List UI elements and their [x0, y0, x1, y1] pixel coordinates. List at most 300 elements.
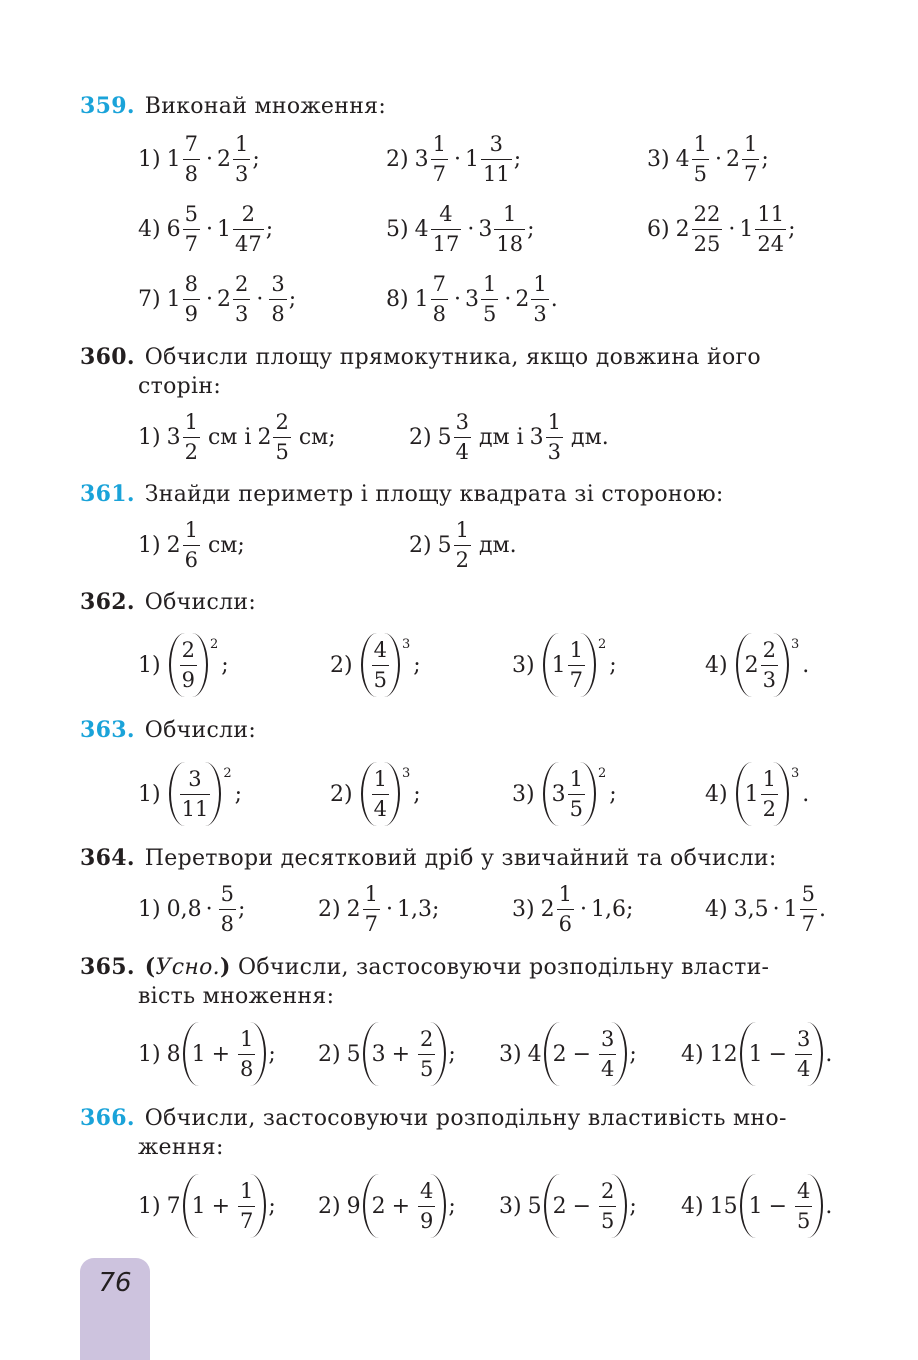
item-label: 8): [386, 286, 409, 312]
exercise-title: Обчисли:: [144, 718, 257, 743]
exercise-359-heading: [80, 91, 850, 122]
multiplier: 15: [709, 1193, 738, 1219]
whole: 1: [464, 146, 479, 172]
exercise-text-line-1: Обчисли площу прямокутника, якщо довжина його: [144, 345, 761, 370]
item-label: 3): [499, 1193, 522, 1219]
denominator: 7: [238, 1206, 255, 1232]
numerator: 1: [569, 766, 583, 791]
item-tail: .: [550, 286, 558, 312]
denominator: 25: [692, 229, 723, 255]
whole: 2: [725, 146, 740, 172]
dot-operator: ·: [205, 286, 213, 312]
item-tail: ;: [448, 1193, 456, 1219]
fraction: [363, 881, 380, 936]
operator: −: [768, 1041, 788, 1067]
exponent: 3: [790, 766, 800, 781]
exercise-title: Знайди периметр і площу квадрата зі стороною:: [144, 482, 724, 507]
numerator: 4: [420, 1178, 434, 1203]
whole: 1: [739, 216, 754, 242]
exercise-365-heading: [80, 952, 850, 983]
denominator: 6: [557, 909, 574, 935]
ex360-item-1: [138, 405, 336, 469]
dot-operator: ·: [205, 146, 213, 172]
fraction: [273, 409, 290, 464]
exponent: 2: [597, 637, 607, 652]
numerator: 1: [373, 766, 387, 791]
denominator: 24: [755, 229, 786, 255]
denominator: 7: [742, 159, 759, 185]
fraction: [180, 637, 197, 692]
numerator: 2: [234, 271, 249, 296]
denominator: 5: [599, 1206, 616, 1232]
item-tail: ;: [252, 146, 260, 172]
ex361-item-1: [138, 513, 245, 577]
dot-operator: ·: [453, 146, 461, 172]
fraction: [599, 1178, 616, 1233]
ex366-item-1: [138, 1174, 276, 1238]
unit: дм.: [571, 424, 609, 450]
parenthesized-expression: [740, 1174, 824, 1238]
numerator: 1: [432, 131, 446, 156]
oral-marker: Усно.: [155, 955, 220, 980]
exercise-number: 361.: [80, 481, 135, 507]
numerator: 1: [693, 131, 707, 156]
item-label: 1): [138, 146, 161, 172]
multiplier: 9: [346, 1193, 361, 1219]
numerator: 1: [240, 1178, 254, 1203]
denominator: 8: [219, 909, 236, 935]
numerator: 1: [184, 517, 198, 542]
ex365-item-3: [499, 1022, 637, 1086]
denominator: 11: [481, 159, 512, 185]
numerator: 3: [188, 766, 202, 791]
unit: см;: [207, 532, 245, 558]
fraction: [418, 1026, 435, 1081]
fraction: [800, 881, 817, 936]
numerator: 1: [503, 201, 517, 226]
denominator: 47: [233, 229, 264, 255]
fraction: [372, 766, 389, 821]
item-label: 1): [138, 532, 161, 558]
unit: см;: [298, 424, 336, 450]
ex359-item-6: [647, 197, 795, 261]
whole: 2: [216, 146, 231, 172]
item-tail: ;: [629, 1041, 637, 1067]
whole: 2: [257, 424, 272, 450]
ex361-item-2: [409, 513, 517, 577]
exercise-363-heading: [80, 715, 850, 746]
whole: 1: [216, 216, 231, 242]
addend: 1: [748, 1193, 763, 1219]
denominator: 8: [238, 1054, 255, 1080]
exponent: 3: [790, 637, 800, 652]
fraction: [481, 131, 512, 186]
numerator: 4: [373, 637, 387, 662]
item-tail: ;: [431, 896, 440, 922]
denominator: 6: [183, 545, 200, 571]
fraction: [418, 1178, 435, 1233]
item-tail: ;: [268, 1041, 276, 1067]
fraction: [599, 1026, 616, 1081]
denominator: 11: [180, 794, 211, 820]
parenthesized-expression: [544, 1022, 628, 1086]
exercise-362-heading: [80, 587, 850, 618]
item-tail: ;: [761, 146, 769, 172]
operator: −: [572, 1193, 592, 1219]
item-tail: ;: [527, 216, 535, 242]
ex364-item-1: [138, 877, 245, 941]
dot-operator: ·: [256, 286, 264, 312]
exercise-366-continuation: ження:: [138, 1135, 224, 1160]
whole: 3: [551, 781, 566, 807]
parenthesized-expression: [740, 1022, 824, 1086]
item-label: 1): [138, 1193, 161, 1219]
dot-operator: ·: [504, 286, 512, 312]
numerator: 1: [184, 409, 198, 434]
ex359-item-1: [138, 127, 260, 191]
whole: 1: [744, 781, 759, 807]
dot-operator: ·: [467, 216, 475, 242]
denominator: 18: [494, 229, 525, 255]
item-tail: .: [802, 781, 810, 807]
numerator: 3: [271, 271, 285, 296]
whole: 2: [166, 532, 181, 558]
unit: дм і: [478, 424, 524, 450]
addend: 1: [191, 1041, 206, 1067]
numerator: 5: [801, 881, 815, 906]
denominator: 4: [795, 1054, 812, 1080]
whole: 6: [166, 216, 181, 242]
parenthesized-expression: [183, 1022, 267, 1086]
item-label: 3): [512, 781, 535, 807]
multiplier: 12: [709, 1041, 738, 1067]
exercise-number: 366.: [80, 1105, 135, 1131]
denominator: 4: [372, 794, 389, 820]
item-label: 2): [318, 1041, 341, 1067]
fraction: [692, 201, 723, 256]
item-label: 2): [409, 424, 432, 450]
exercise-title: Перетвори десятковий дріб у звичайний та обчисли:: [144, 846, 777, 871]
parenthesized-expression: [363, 1022, 447, 1086]
exercise-360-heading: [80, 342, 850, 373]
fraction: [568, 637, 585, 692]
item-label: 1): [138, 896, 161, 922]
exponent: 2: [597, 766, 607, 781]
exercise-number: 360.: [80, 344, 135, 370]
whole: 5: [437, 532, 452, 558]
whole: 3: [478, 216, 493, 242]
fraction: [233, 131, 250, 186]
item-label: 3): [512, 896, 535, 922]
fraction: [183, 201, 200, 256]
exponent: 3: [401, 766, 411, 781]
numerator: 7: [184, 131, 198, 156]
whole: 3: [464, 286, 479, 312]
whole: 1: [551, 652, 566, 678]
numerator: 1: [743, 131, 758, 156]
parenthesized-expression: [363, 1174, 447, 1238]
denominator: 3: [546, 437, 563, 463]
ex359-item-8: [386, 267, 558, 331]
item-label: 4): [681, 1193, 704, 1219]
denominator: 7: [568, 665, 585, 691]
ex364-item-4: [705, 877, 826, 941]
denominator: 9: [418, 1206, 435, 1232]
ex359-item-2: [386, 127, 521, 191]
exercise-number: 363.: [80, 717, 135, 743]
fraction: [795, 1026, 812, 1081]
item-tail: ;: [513, 146, 522, 172]
fraction: [180, 766, 211, 821]
exercise-title: Виконай множення:: [144, 94, 387, 119]
ex363-item-1: [138, 762, 242, 826]
ex363-item-3: [512, 762, 617, 826]
ex359-item-3: [647, 127, 769, 191]
whole: 4: [414, 216, 429, 242]
whole: 1: [166, 146, 181, 172]
exercise-366-heading: [80, 1103, 850, 1134]
multiplier: 8: [166, 1041, 181, 1067]
denominator: 3: [761, 665, 778, 691]
oral-marker-close: ): [219, 954, 231, 980]
item-label: 6): [647, 216, 670, 242]
exponent: 3: [401, 637, 411, 652]
parenthesized-expression: [169, 762, 222, 826]
fraction: [454, 517, 471, 572]
ex363-item-4: [705, 762, 809, 826]
item-tail: ;: [268, 1193, 276, 1219]
numerator: 7: [432, 271, 446, 296]
addend: 1: [748, 1041, 763, 1067]
numerator: 5: [184, 201, 198, 226]
item-label: 2): [318, 1193, 341, 1219]
exercise-number: 362.: [80, 589, 135, 615]
fraction: [183, 409, 200, 464]
parenthesized-expression: [736, 633, 789, 697]
exercise-number: 364.: [80, 845, 135, 871]
decimal-value: 3,5: [733, 896, 769, 922]
numerator: 2: [762, 637, 776, 662]
addend: 1: [191, 1193, 206, 1219]
numerator: 2: [241, 201, 256, 226]
denominator: 7: [431, 159, 448, 185]
item-tail: .: [802, 652, 810, 678]
fraction: [692, 131, 709, 186]
dot-operator: ·: [728, 216, 736, 242]
operator: +: [211, 1193, 231, 1219]
denominator: 3: [531, 299, 548, 325]
denominator: 5: [273, 437, 290, 463]
fraction: [761, 766, 778, 821]
item-label: 4): [681, 1041, 704, 1067]
fraction: [557, 881, 574, 936]
denominator: 17: [431, 229, 462, 255]
parenthesized-expression: [543, 633, 596, 697]
ex364-item-2: [318, 877, 439, 941]
item-label: 3): [512, 652, 535, 678]
exercise-364-heading: [80, 843, 850, 874]
ex360-item-2: [409, 405, 609, 469]
ex362-item-3: [512, 633, 617, 697]
fraction: [183, 517, 200, 572]
ex366-item-2: [318, 1174, 456, 1238]
denominator: 8: [183, 159, 200, 185]
fraction: [481, 271, 498, 326]
item-label: 7): [138, 286, 161, 312]
numerator: 1: [234, 131, 249, 156]
whole: 2: [540, 896, 555, 922]
fraction: [372, 637, 389, 692]
numerator: 1: [455, 517, 469, 542]
fraction: [233, 271, 250, 326]
numerator: 3: [601, 1026, 615, 1051]
ex366-item-4: [681, 1174, 832, 1238]
ex363-item-2: [330, 762, 421, 826]
whole: 5: [437, 424, 452, 450]
item-label: 4): [705, 652, 728, 678]
item-label: 2): [409, 532, 432, 558]
ex362-item-1: [138, 633, 229, 697]
whole: 4: [675, 146, 690, 172]
whole: 2: [346, 896, 361, 922]
parenthesized-expression: [169, 633, 208, 697]
fraction: [531, 271, 548, 326]
fraction: [431, 201, 462, 256]
item-tail: ;: [788, 216, 796, 242]
item-tail: .: [818, 896, 826, 922]
exercise-text-line-1: Обчисли, застосовуючи розподільну власти-: [237, 955, 770, 980]
denominator: 2: [761, 794, 778, 820]
numerator: 1: [364, 881, 378, 906]
dot-operator: ·: [579, 896, 587, 922]
page-number: 76: [98, 1268, 132, 1298]
fraction: [183, 271, 200, 326]
decimal-value: 1,6: [590, 896, 626, 922]
exercise-361-heading: [80, 479, 850, 510]
multiplier: 5: [346, 1041, 361, 1067]
denominator: 9: [183, 299, 200, 325]
fraction: [742, 131, 759, 186]
item-label: 5): [386, 216, 409, 242]
denominator: 7: [183, 229, 200, 255]
fraction: [546, 409, 563, 464]
ex359-item-4: [138, 197, 273, 261]
item-label: 1): [138, 424, 161, 450]
item-tail: ;: [288, 286, 297, 312]
item-tail: ;: [265, 216, 274, 242]
item-label: 2): [386, 146, 409, 172]
exercise-title: Обчисли:: [144, 590, 257, 615]
dot-operator: ·: [714, 146, 722, 172]
fraction: [795, 1178, 812, 1233]
fraction: [431, 271, 448, 326]
fraction: [233, 201, 264, 256]
operator: +: [391, 1193, 411, 1219]
ex365-item-2: [318, 1022, 456, 1086]
multiplier: 5: [527, 1193, 542, 1219]
ex359-item-5: [386, 197, 534, 261]
fraction: [431, 131, 448, 186]
denominator: 7: [800, 909, 817, 935]
denominator: 9: [180, 665, 197, 691]
exponent: 2: [209, 637, 219, 652]
item-label: 4): [138, 216, 161, 242]
item-tail: .: [825, 1041, 833, 1067]
parenthesized-expression: [544, 1174, 628, 1238]
denominator: 4: [454, 437, 471, 463]
item-tail: ;: [234, 781, 243, 807]
denominator: 3: [233, 159, 250, 185]
numerator: 2: [181, 637, 195, 662]
denominator: 5: [481, 299, 498, 325]
multiplier: 4: [527, 1041, 542, 1067]
exponent: 2: [223, 766, 232, 781]
denominator: 7: [363, 909, 380, 935]
parenthesized-expression: [183, 1174, 267, 1238]
unit: см і: [207, 424, 252, 450]
numerator: 1: [482, 271, 497, 296]
addend: 2: [552, 1193, 567, 1219]
whole: 3: [414, 146, 429, 172]
fraction: [238, 1178, 255, 1233]
numerator: 1: [240, 1026, 254, 1051]
denominator: 2: [183, 437, 200, 463]
operator: +: [391, 1041, 411, 1067]
parenthesized-expression: [361, 762, 400, 826]
exercise-360-continuation: сторін:: [138, 374, 222, 399]
ex362-item-4: [705, 633, 809, 697]
item-tail: ;: [609, 781, 617, 807]
ex359-item-7: [138, 267, 296, 331]
numerator: 2: [275, 409, 289, 434]
item-label: 2): [330, 781, 353, 807]
item-label: 4): [705, 896, 728, 922]
numerator: 2: [420, 1026, 434, 1051]
exercise-number: 365.: [80, 954, 135, 980]
item-tail: ;: [609, 652, 617, 678]
exercise-number: 359.: [80, 93, 135, 119]
dot-operator: ·: [385, 896, 393, 922]
denominator: 5: [418, 1054, 435, 1080]
dot-operator: ·: [772, 896, 780, 922]
parenthesized-expression: [543, 762, 596, 826]
fraction: [454, 409, 471, 464]
fraction: [568, 766, 585, 821]
dot-operator: ·: [205, 896, 213, 922]
decimal-value: 1,3: [396, 896, 432, 922]
item-label: 3): [499, 1041, 522, 1067]
oral-marker-open: (: [144, 954, 156, 980]
whole: 1: [783, 896, 798, 922]
dot-operator: ·: [453, 286, 461, 312]
ex364-item-3: [512, 877, 633, 941]
numerator: 1: [558, 881, 572, 906]
whole: 3: [166, 424, 181, 450]
fraction: [269, 271, 286, 326]
fraction: [238, 1026, 255, 1081]
addend: 2: [371, 1193, 386, 1219]
item-tail: ;: [221, 652, 229, 678]
numerator: 1: [547, 409, 562, 434]
numerator: 1: [533, 271, 547, 296]
item-label: 2): [318, 896, 341, 922]
fraction: [755, 201, 786, 256]
denominator: 8: [269, 299, 286, 325]
operator: −: [768, 1193, 788, 1219]
item-label: 2): [330, 652, 353, 678]
numerator: 3: [797, 1026, 811, 1051]
item-tail: ;: [625, 896, 634, 922]
